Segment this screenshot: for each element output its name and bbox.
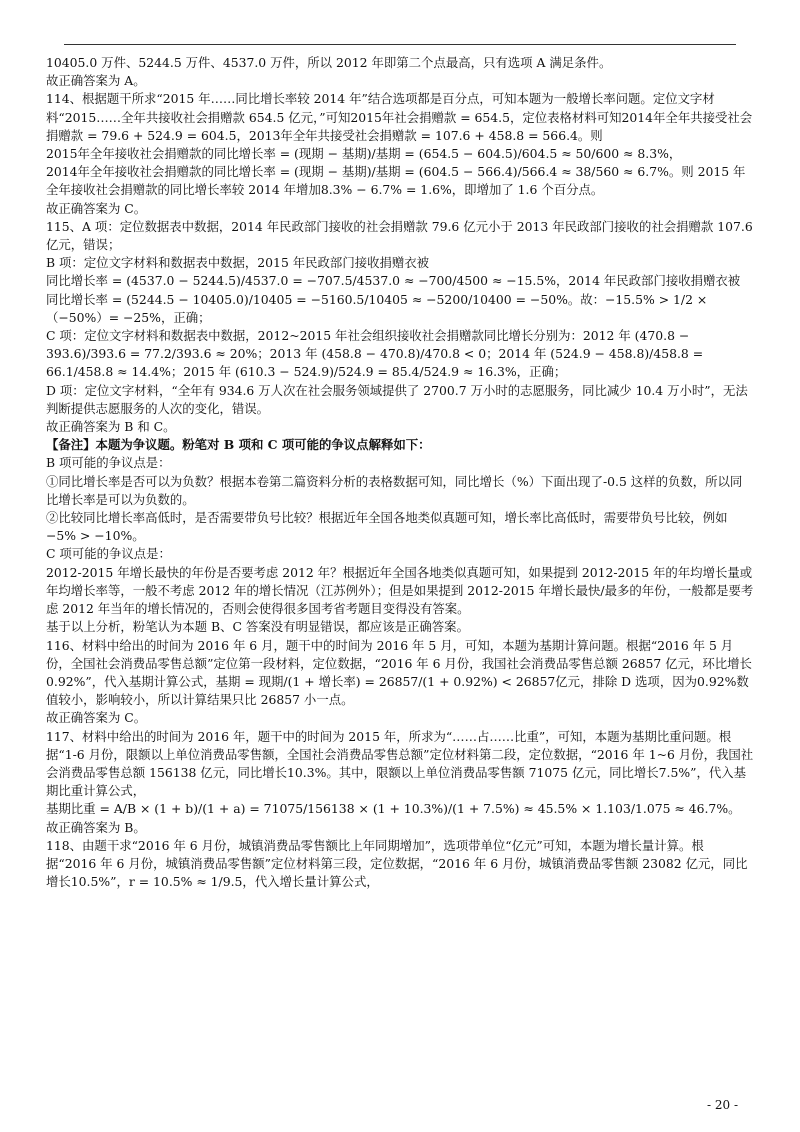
answer-line: 故正确答案为 C。: [46, 200, 147, 216]
document-body: [46, 54, 754, 891]
answer-line: 故正确答案为 B。: [46, 819, 146, 835]
question-117-text: 117、材料中给出的时间为 2016 年，题干中的时间为 2015 年，所求为“……占……比重”，可知，本题为基期比重问题。根据“1-6 月份，限额以上单位消费品零售额，全国社会消费品零售总额”定位材料第二段，定位数据，“2016 年 1~6 月份，我国社会消费品零售总额 156138 亿元，同比增长10.3%。其中，限额以上单位消费品零售额 71075 亿元，同比增长7.5%”，代入基期比重计算公式，: [46, 728, 754, 799]
question-115-option-a: 115、A 项：定位数据表中数据，2014 年民政部门接收的社会捐赠款 79.6 亿元小于 2013 年民政部门接收的社会捐赠款 107.6 亿元，错误；: [46, 218, 753, 253]
question-114-text: 114、根据题干所求“2015 年……同比增长率较 2014 年”结合选项都是百分点，可知本题为一般增长率问题。定位文字材料“2015……全年共接收社会捐赠款 654.5 亿元，”可知2015年社会捐赠款 = 654.5，定位表格材料可知2014年全年共接受社会捐赠款 = 79.6 + 524.9 = 604.5，2013年全年共接受社会捐赠款 = 107.6 + 458.8 = 566.4。则: [46, 91, 753, 143]
formula-2015-growth: 2015年全年接收社会捐赠款的同比增长率 = (现期 − 基期)/基期 = (654.5 − 604.5)/604.5 ≈ 50/600 ≈ 8.3%，: [46, 146, 682, 162]
formula-2014-growth: 2014年全年接收社会捐赠款的同比增长率 = (现期 − 基期)/基期 = (604.5 − 566.4)/566.4 ≈ 38/560 ≈ 6.7%。则 2015 年全年接收社会捐赠款的同比增长率较 2014 年增加8.3% − 6.7% = 1.6%，即增加了 1.6 个百分点。: [46, 164, 746, 198]
formula-clothing-2015: 同比增长率 = (4537.0 − 5244.5)/4537.0 = −707.5/4537.0 ≈ −700/4500 ≈ −15.5%，2014 年民政部门接收捐赠衣被: [46, 273, 741, 289]
formula-base-proportion: 基期比重 = A/B × (1 + b)/(1 + a) = 71075/156138 × (1 + 10.3%)/(1 + 7.5%) ≈ 45.5% × 1.103/1.075 ≈ 46.7%。: [46, 801, 741, 817]
question-118-text: 118、由题干求“2016 年 6 月份，城镇消费品零售额比上年同期增加”，选项带单位“亿元”可知，本题为增长量计算。根据“2016 年 6 月份，城镇消费品零售额”定位材料第三段，定位数据，“2016 年 6 月份，城镇消费品零售额 23082 亿元，同比增长10.5%”，r = 10.5% ≈ 1/9.5，代入增长量计算公式，: [46, 837, 748, 890]
note-b-heading: B 项可能的争议点是：: [46, 455, 171, 471]
answer-line: 故正确答案为 B 和 C。: [46, 419, 176, 435]
question-115-option-d: D 项：定位文字材料，“全年有 934.6 万人次在社会服务领域提供了 2700.7 万小时的志愿服务，同比减少 10.4 万小时”，无法判断提供志愿服务的人次的变化，错误。: [46, 382, 748, 416]
paragraph: 10405.0 万件、5244.5 万件、4537.0 万件，所以 2012 年即第二个点最高，只有选项 A 满足条件。: [46, 55, 612, 70]
formula-clothing-2014: 同比增长率 = (5244.5 − 10405.0)/10405 = −5160.5/10405 ≈ −5200/10400 = −50%。故：−15.5% > 1/2 ×（−50%）= −25%，正确；: [46, 291, 708, 325]
answer-line: 故正确答案为 C。: [46, 710, 147, 726]
note-conclusion: 基于以上分析，粉笔认为本题 B、C 答案没有明显错误，都应该是正确答案。: [46, 619, 469, 635]
question-115-option-c: C 项：定位文字材料和数据表中数据，2012~2015 年社会组织接收社会捐赠款同比增长分别为：2012 年 (470.8 − 393.6)/393.6 = 77.2/393.6 ≈ 20%；2013 年 (458.8 − 470.8)/470.8 < 0；2014 年 (524.9 − 458.8)/458.8 = 66.1/458.8 ≈ 14.4%；2015 年 (610.3 − 524.9)/524.9 = 85.4/524.9 ≈ 16.3%，正确；: [46, 328, 704, 380]
note-b-point-2: ②比较同比增长率高低时，是否需要带负号比较？根据近年全国各地类似真题可知，增长率比高低时，需要带负号比较，例如−5% > −10%。: [46, 510, 728, 544]
note-heading: 【备注】本题为争议题。粉笔对 B 项和 C 项可能的争议点解释如下：: [46, 437, 431, 453]
question-116-text: 116、材料中给出的时间为 2016 年 6 月，题干中的时间为 2016 年 5 月，可知，本题为基期计算问题。根据“2016 年 5 月份，全国社会消费品零售总额”定位第一段材料，定位数据，“2016 年 6 月份，我国社会消费品零售总额 26857 亿元，环比增长0.92%”，代入基期计算公式，基期 = 现期/(1 + 增长率) = 26857/(1 + 0.92%) < 26857亿元，排除 D 选项，因为0.92%数值较小，影响较小，所以计算结果只比 26857 小一点。: [46, 637, 752, 708]
header-rule: [64, 44, 736, 45]
answer-line: 故正确答案为 A。: [46, 73, 146, 89]
note-c-heading: C 项可能的争议点是：: [46, 546, 171, 562]
page-number: - 20 -: [706, 1098, 738, 1112]
note-c-point: 2012-2015 年增长最快的年份是否要考虑 2012 年？根据近年全国各地类似真题可知，如果提到 2012-2015 年的年均增长量或年均增长率等，一般不考虑 2012 年的增长情况（江苏例外）；但是如果提到 2012-2015 年增长最快/最多的年份，一般都是要考虑 2012 年当年的增长情况的，否则会使得很多国考省考题目变得没有答案。: [46, 564, 754, 617]
note-b-point-1: ①同比增长率是否可以为负数？根据本卷第二篇资料分析的表格数据可知，同比增长（%）下面出现了-0.5 这样的负数，所以同比增长率是可以为负数的。: [46, 473, 743, 507]
question-115-option-b: B 项：定位文字材料和数据表中数据，2015 年民政部门接收捐赠衣被: [46, 255, 430, 271]
